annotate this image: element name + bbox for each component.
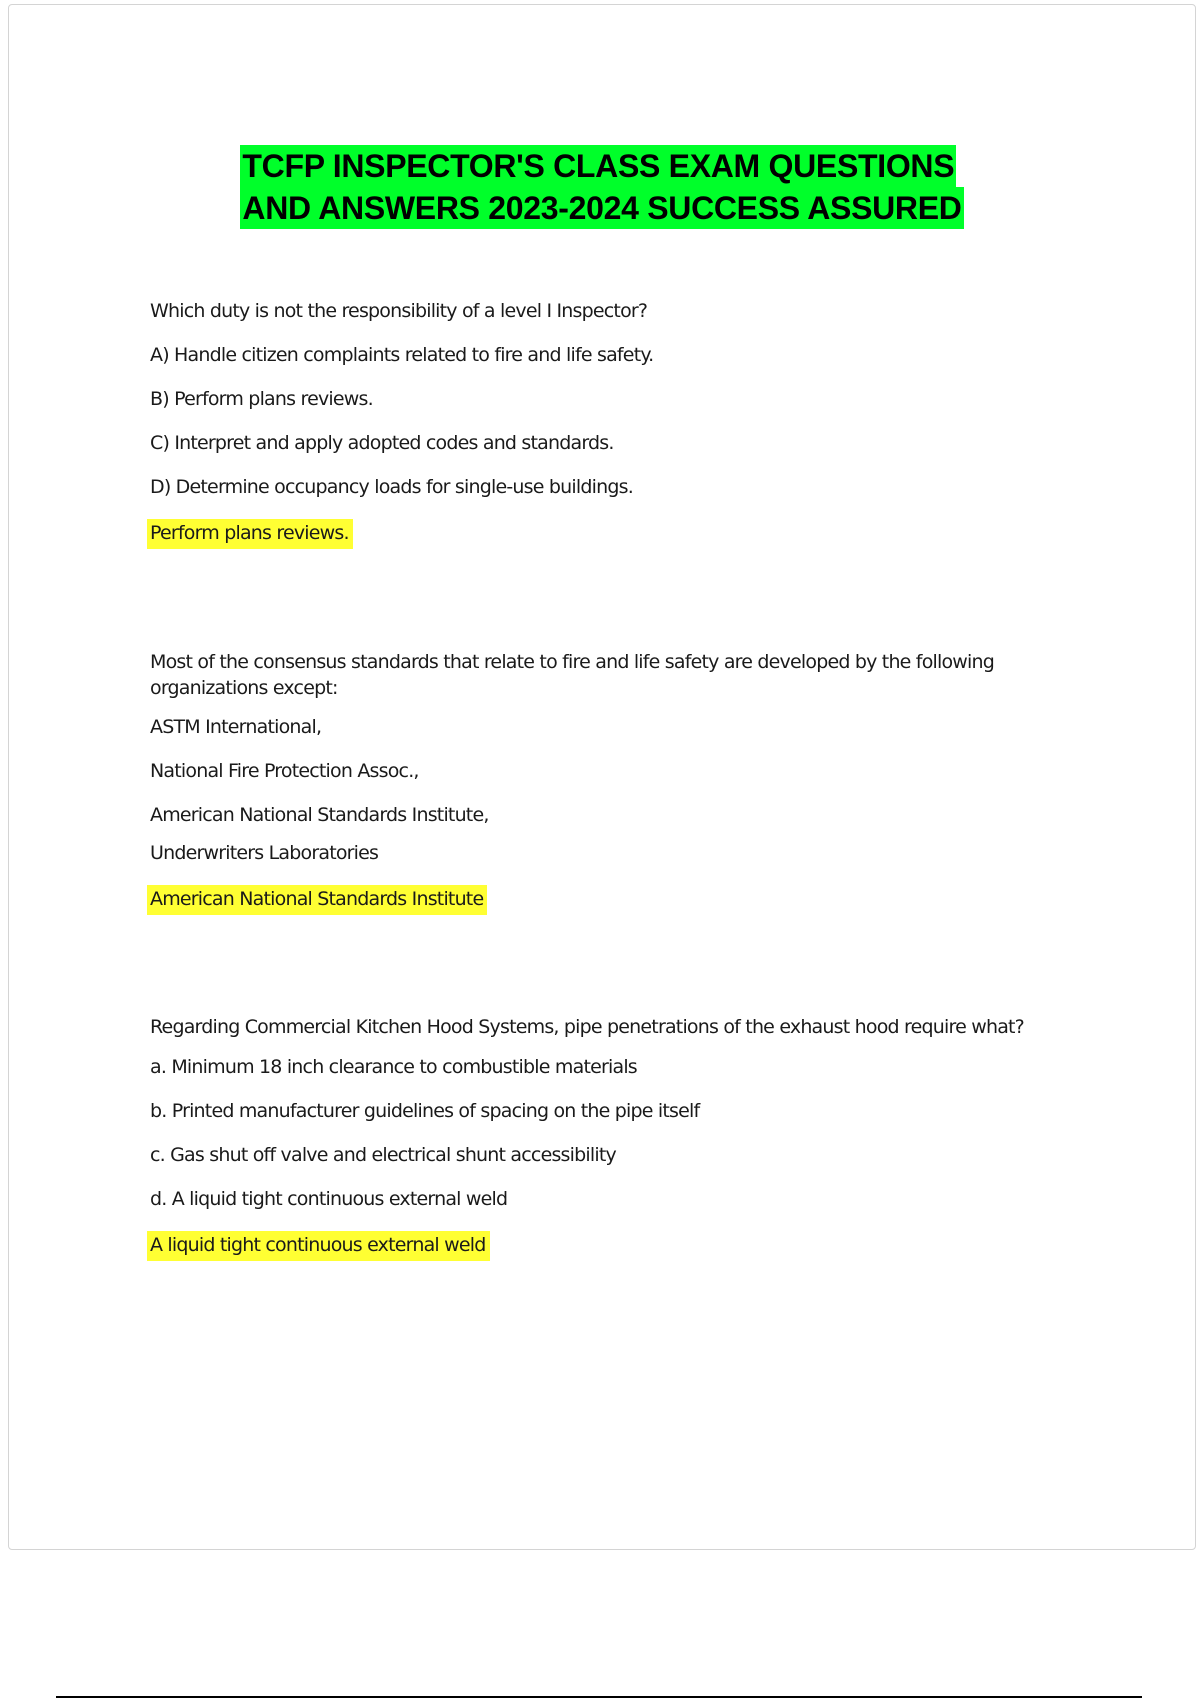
bottom-divider <box>56 1696 1142 1698</box>
title-line-2: AND ANSWERS 2023-2024 SUCCESS ASSURED <box>240 187 963 229</box>
question-text: Regarding Commercial Kitchen Hood Systems, pipe penetrations of the exhaust hood require what? <box>150 1016 1024 1038</box>
option-item: A) Handle citizen complaints related to fire and life safety. <box>150 344 654 366</box>
option-item: d. A liquid tight continuous external weld <box>150 1188 508 1210</box>
title-line-1: TCFP INSPECTOR'S CLASS EXAM QUESTIONS <box>240 145 956 187</box>
question-block-2 <box>150 649 1050 915</box>
option-item: C) Interpret and apply adopted codes and standards. <box>150 432 614 454</box>
question-block-3 <box>150 1015 1050 1261</box>
option-item: American National Standards Institute, <box>150 804 489 826</box>
question-text: Most of the consensus standards that relate to fire and life safety are developed by the following organizations except: <box>150 651 995 699</box>
option-item: B) Perform plans reviews. <box>150 388 373 410</box>
option-item: c. Gas shut off valve and electrical shunt accessibility <box>150 1144 616 1166</box>
answer-highlight: Perform plans reviews. <box>147 519 353 549</box>
option-item: ASTM International, <box>150 716 322 738</box>
question-text: Which duty is not the responsibility of a level I Inspector? <box>150 300 648 322</box>
option-item: a. Minimum 18 inch clearance to combustible materials <box>150 1056 637 1078</box>
option-item: National Fire Protection Assoc., <box>150 760 419 782</box>
option-item: b. Printed manufacturer guidelines of spacing on the pipe itself <box>150 1100 700 1122</box>
option-item: D) Determine occupancy loads for single-use buildings. <box>150 476 633 498</box>
question-list <box>150 299 1050 1281</box>
option-item: Underwriters Laboratories <box>150 842 379 864</box>
document-title <box>9 145 1195 229</box>
question-block-1 <box>150 299 1050 549</box>
answer-highlight: American National Standards Institute <box>147 885 487 915</box>
document-page <box>8 4 1196 1550</box>
answer-highlight: A liquid tight continuous external weld <box>147 1231 490 1261</box>
